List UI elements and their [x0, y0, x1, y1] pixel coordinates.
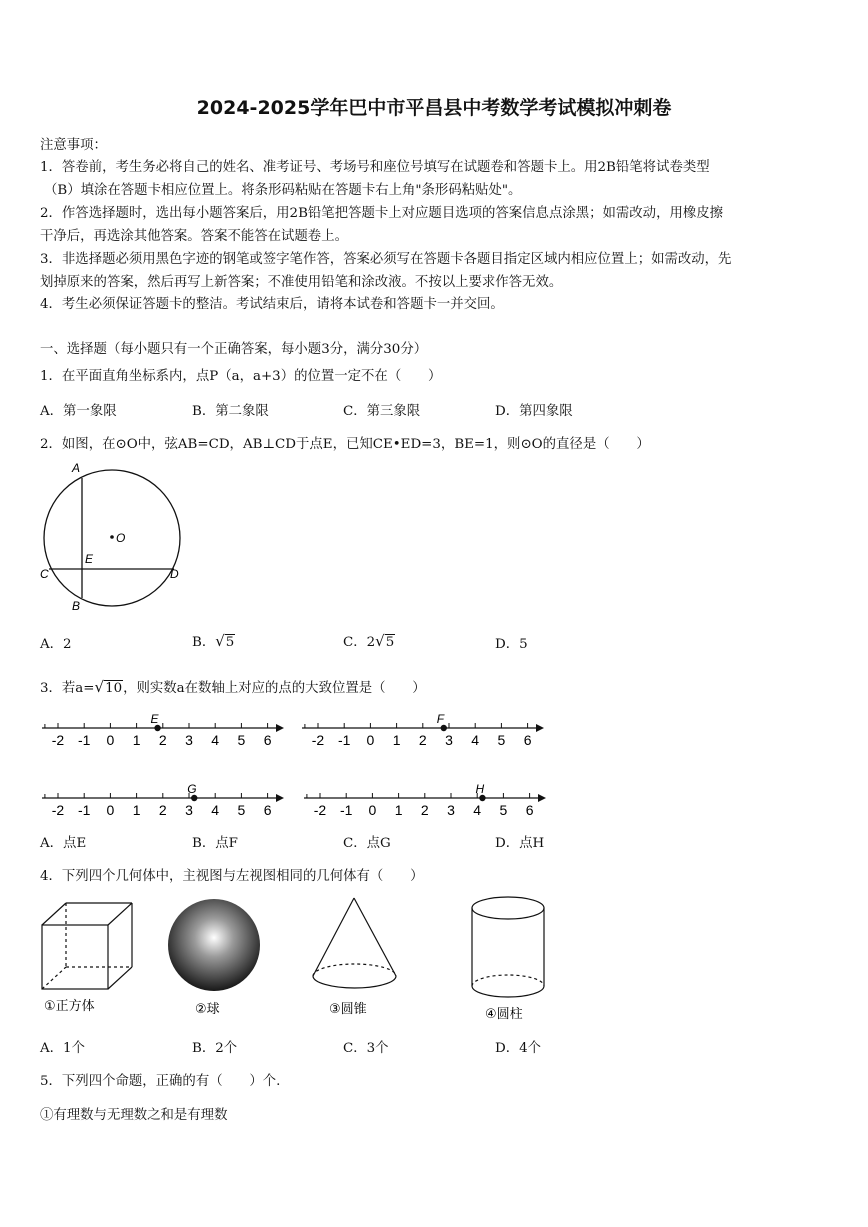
label-o: O [116, 531, 126, 545]
tick-label: 4 [211, 802, 220, 818]
point-label: F [436, 712, 445, 726]
page-title: 2024-2025学年巴中市平昌县中考数学考试模拟冲刺卷 [196, 97, 672, 119]
tick-label: 3 [185, 732, 193, 748]
radicand: 5 [225, 635, 235, 650]
tick-label: 1 [132, 802, 141, 818]
number-line [42, 782, 284, 818]
notice-line: 1．答卷前，考生务必将自己的姓名、准考证号、考场号和座位号填写在试题卷和答题卡上。用2B铅笔将试卷类型 [40, 160, 710, 175]
cylinder-shape [472, 897, 544, 997]
cube-shape [42, 903, 132, 989]
tick-label: -1 [77, 802, 91, 818]
axis-arrow [538, 794, 546, 802]
label-a: A [72, 461, 81, 475]
caption-cube: ①正方体 [44, 998, 95, 1013]
q4-option-c: C．3个 [343, 1041, 389, 1056]
circle-figure [36, 458, 186, 614]
point-label: G [187, 782, 197, 796]
tick-label: 0 [366, 732, 375, 748]
tick-label: 0 [106, 802, 115, 818]
q5-proposition-1: ①有理数与无理数之和是有理数 [40, 1108, 228, 1123]
notice-line: 划掉原来的答案，然后再写上新答案；不准使用铅笔和涂改液。不按以上要求作答无效。 [40, 275, 563, 290]
sphere-shape [168, 899, 260, 991]
label-e: E [85, 552, 94, 566]
q1-option-c: C．第三象限 [343, 404, 421, 419]
label-d: D [170, 567, 179, 581]
tick-label: 3 [447, 802, 455, 818]
tick-label: -2 [51, 802, 65, 818]
tick-label: 6 [523, 732, 532, 748]
q1-option-b: B．第二象限 [192, 404, 269, 419]
q2-option-a: A．2 [40, 637, 72, 652]
notice-heading: 注意事项： [40, 138, 107, 153]
question-2-stem: 2．如图，在⊙O中，弦AB=CD，AB⊥CD于点E，已知CE•ED=3，BE=1，则⊙O的直径是（ ） [40, 437, 650, 452]
axis-arrow [276, 794, 284, 802]
question-3-stem [40, 677, 426, 696]
tick-label: 4 [471, 732, 480, 748]
q3-option-b: B．点F [192, 836, 238, 851]
section-heading: 一、选择题（每小题只有一个正确答案，每小题3分，满分30分） [40, 342, 428, 357]
tick-label: -2 [51, 732, 65, 748]
tick-label: 2 [158, 802, 167, 818]
question-1-stem: 1．在平面直角坐标系内，点P（a，a+3）的位置一定不在（ ） [40, 369, 442, 384]
tick-label: 5 [237, 732, 246, 748]
sqrt-expression: √10 [94, 678, 123, 696]
option-letter: C．2 [343, 635, 376, 650]
number-line [302, 712, 544, 748]
label-b: B [72, 599, 81, 613]
caption-cone: ③圆锥 [329, 1001, 367, 1016]
tick-label: 4 [211, 732, 220, 748]
sqrt-expression: √5 [215, 632, 235, 650]
tick-label: 5 [499, 802, 508, 818]
tick-label: 6 [263, 802, 272, 818]
caption-cylinder: ④圆柱 [485, 1006, 523, 1021]
q3-option-a: A．点E [40, 836, 87, 851]
cone-shape [313, 898, 396, 988]
tick-label: 1 [394, 802, 403, 818]
label-c: C [40, 567, 49, 581]
q1-option-a: A．第一象限 [40, 404, 117, 419]
point-label: H [475, 782, 485, 796]
tick-label: 2 [420, 802, 429, 818]
tick-label: -2 [313, 802, 327, 818]
tick-label: 6 [263, 732, 272, 748]
tick-label: -1 [337, 732, 351, 748]
notice-line: 2．作答选择题时，选出每小题答案后，用2B铅笔把答题卡上对应题目选项的答案信息点涂黑；如需改动，用橡皮擦 [40, 206, 724, 221]
stem-text: ，则实数a在数轴上对应的点的大致位置是（ ） [123, 681, 426, 696]
axis-arrow [276, 724, 284, 732]
number-line [42, 712, 284, 748]
tick-label: 3 [185, 802, 193, 818]
q2-option-b [192, 631, 235, 650]
q2-option-c [343, 631, 395, 650]
q3-option-d: D．点H [495, 836, 545, 851]
tick-label: 6 [525, 802, 534, 818]
point-label: E [150, 712, 159, 726]
number-line [304, 782, 546, 818]
radicand: 10 [105, 681, 123, 696]
tick-label: 2 [418, 732, 427, 748]
tick-label: 5 [497, 732, 506, 748]
tick-label: 2 [158, 732, 167, 748]
notice-line: 3．非选择题必须用黑色字迹的钢笔或签字笔作答，答案必须写在答题卡各题目指定区域内相应位置上；如需改动，先 [40, 252, 732, 267]
tick-label: 3 [445, 732, 453, 748]
caption-sphere: ②球 [195, 1001, 220, 1016]
tick-label: -1 [77, 732, 91, 748]
tick-label: 4 [473, 802, 482, 818]
center-point [110, 535, 114, 539]
tick-label: 0 [368, 802, 377, 818]
q4-option-d: D．4个 [495, 1041, 542, 1056]
tick-label: 1 [392, 732, 401, 748]
tick-label: -2 [311, 732, 325, 748]
q3-option-c: C．点G [343, 836, 391, 851]
question-5-stem: 5．下列四个命题，正确的有（ ）个. [40, 1074, 281, 1089]
radicand: 5 [385, 635, 395, 650]
q4-option-b: B．2个 [192, 1041, 238, 1056]
notice-line: （B）填涂在答题卡相应位置上。将条形码粘贴在答题卡右上角"条形码粘贴处"。 [44, 183, 522, 198]
q4-option-a: A．1个 [40, 1041, 85, 1056]
stem-text: 3．若a= [40, 681, 95, 696]
notice-line: 4．考生必须保证答题卡的整洁。考试结束后，请将本试卷和答题卡一并交回。 [40, 297, 504, 312]
solids-figure [30, 892, 570, 1027]
tick-label: 0 [106, 732, 115, 748]
sqrt-expression: √5 [375, 632, 395, 650]
tick-label: 5 [237, 802, 246, 818]
q2-option-d: D．5 [495, 637, 528, 652]
axis-arrow [536, 724, 544, 732]
number-lines [0, 705, 868, 825]
question-4-stem: 4．下列四个几何体中，主视图与左视图相同的几何体有（ ） [40, 869, 424, 884]
notice-line: 干净后，再选涂其他答案。答案不能答在试题卷上。 [40, 229, 348, 244]
option-letter: B． [192, 635, 216, 650]
tick-label: -1 [339, 802, 353, 818]
tick-label: 1 [132, 732, 141, 748]
q1-option-d: D．第四象限 [495, 404, 573, 419]
